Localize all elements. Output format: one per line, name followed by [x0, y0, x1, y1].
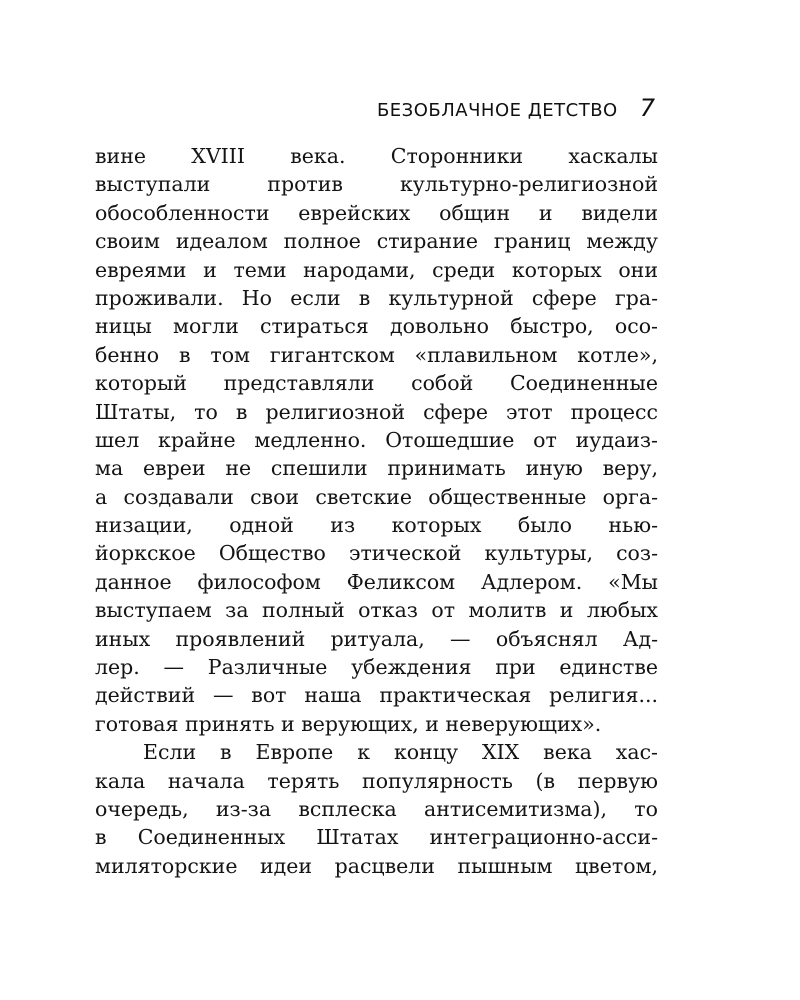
text-line: который представляли собой Соединенные — [95, 371, 658, 396]
text-line: своим идеалом полное стирание границ между — [95, 229, 658, 254]
text-line: бенно в том гигантском «плавильном котле», — [95, 342, 658, 367]
text-line: лер. — Различные убеждения при единстве — [95, 655, 658, 680]
text-line: вине XVIII века. Сторонники хаскалы — [95, 144, 658, 168]
text-line: а создавали свои светские общественные орга- — [95, 484, 658, 509]
body-text — [95, 142, 658, 880]
text-line: евреями и теми народами, среди которых они — [95, 257, 658, 282]
text-line: Штаты, то в религиозной сфере этот процесс — [95, 399, 658, 424]
text-line: шел крайне медленно. Отошедшие от иудаиз- — [95, 427, 658, 452]
running-head-title: БЕЗОБЛАЧНОЕ ДЕТСТВО — [376, 100, 618, 121]
text-line: в Соединенных Штатах интеграционно-асси- — [95, 825, 658, 850]
text-line: ма евреи не спешили принимать иную веру, — [95, 456, 658, 481]
text-line: выступаем за полный отказ от молитв и любых — [95, 598, 658, 623]
text-line: ницы могли стираться довольно быстро, осо- — [95, 314, 658, 339]
text-line: действий — вот наша практическая религия... — [95, 683, 658, 708]
text-line: очередь, из-за всплеска антисемитизма), то — [95, 796, 658, 821]
text-line: иных проявлений ритуала, — объяснял Ад- — [95, 626, 658, 651]
text-line: проживали. Но если в культурной сфере гра- — [95, 285, 658, 310]
page-number: 7 — [639, 94, 655, 122]
text-line: готовая принять и верующих, и неверующих». — [95, 711, 602, 736]
text-line: миляторские идеи расцвели пышным цветом, — [95, 853, 658, 878]
running-head — [95, 94, 655, 126]
text-line: данное философом Феликсом Адлером. «Мы — [95, 569, 658, 594]
text-line: йоркское Общество этической культуры, соз- — [95, 541, 658, 566]
text-line: обособленности еврейских общин и видели — [95, 200, 658, 225]
paragraph-1 — [95, 142, 658, 738]
text-line: низации, одной из которых было нью- — [95, 513, 658, 538]
text-line: Если в Европе к концу XIX века хас- — [143, 740, 658, 765]
text-line: кала начала терять популярность (в первую — [95, 768, 658, 793]
text-line: выступали против культурно-религиозной — [95, 172, 658, 197]
paragraph-2 — [95, 738, 658, 880]
